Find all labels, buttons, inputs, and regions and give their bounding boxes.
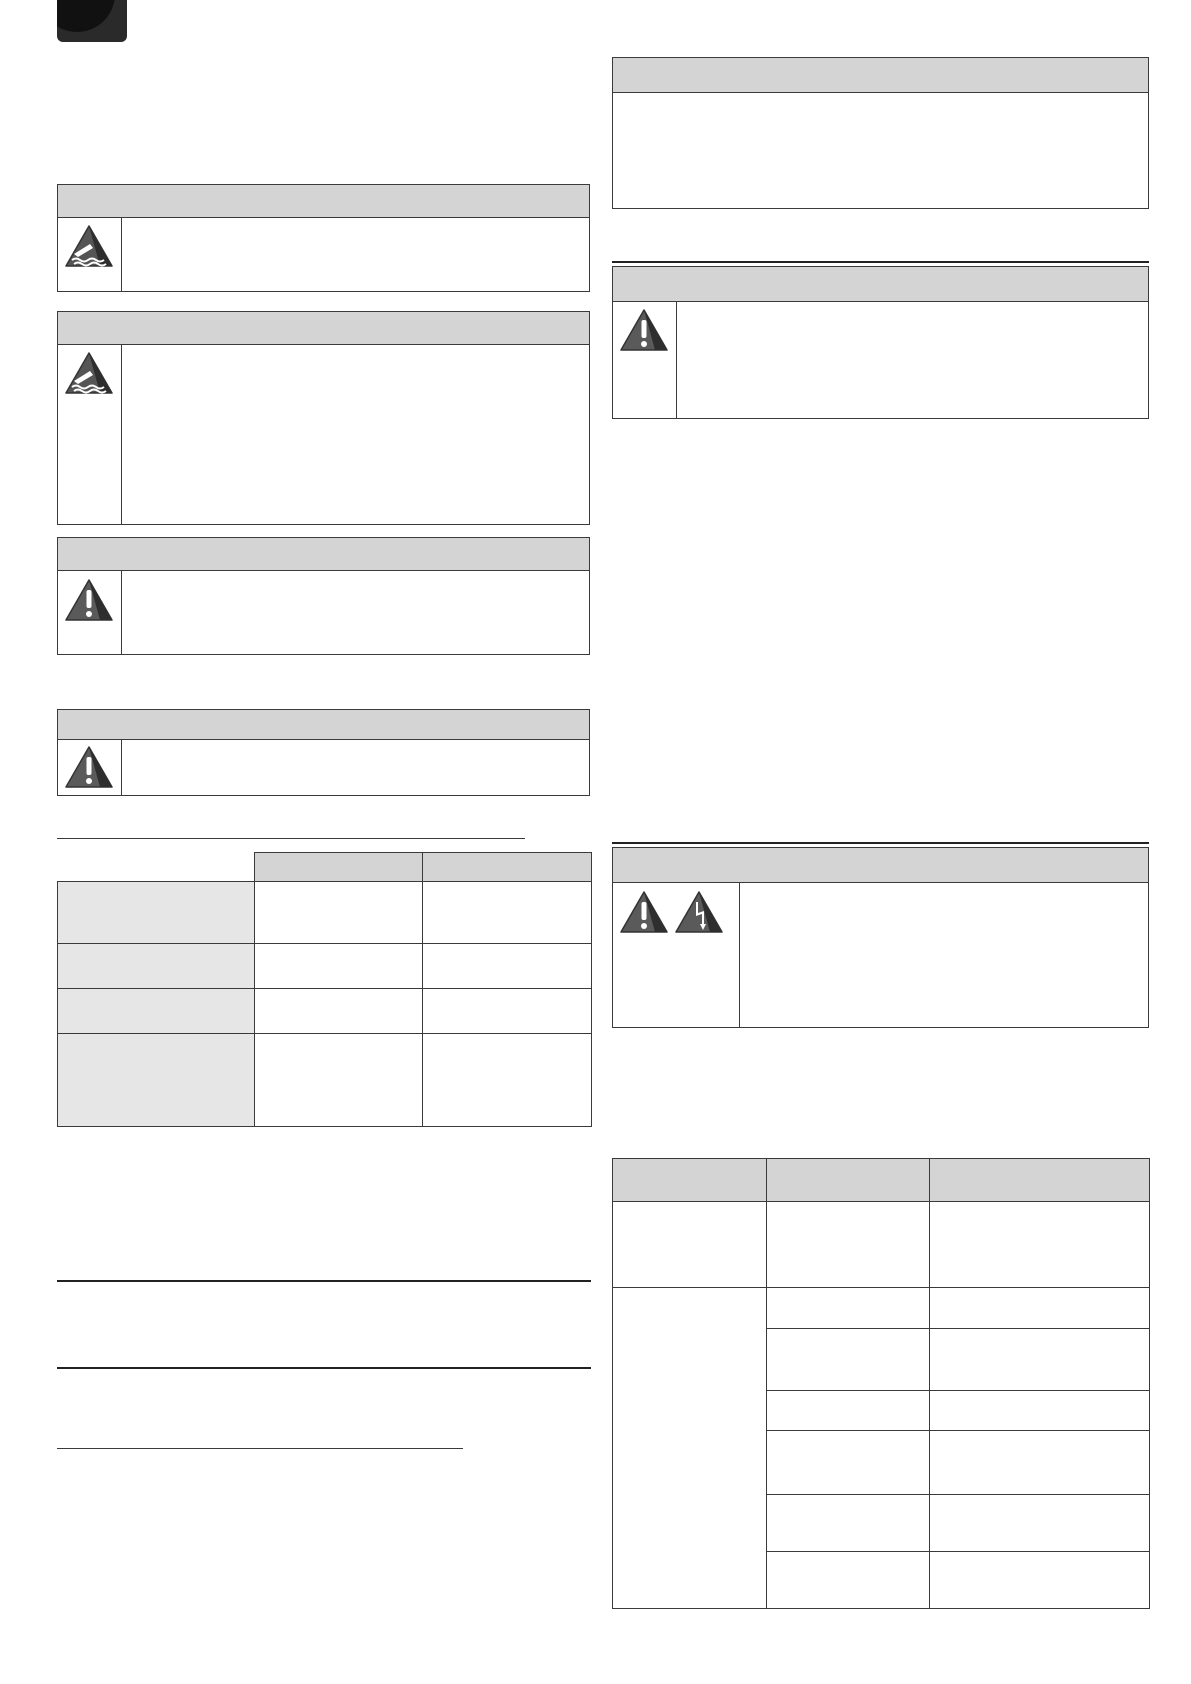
warning-box-header bbox=[58, 710, 589, 740]
table-row bbox=[58, 1034, 592, 1127]
section-divider bbox=[612, 261, 1149, 263]
warning-exclamation-icon bbox=[64, 745, 114, 789]
trouble-cell bbox=[767, 1329, 930, 1391]
water-warning-box-1 bbox=[57, 184, 590, 292]
warning-box-header bbox=[613, 848, 1148, 883]
trouble-cell bbox=[930, 1202, 1150, 1288]
troubleshooting-table bbox=[612, 1158, 1150, 1609]
trouble-table-header-cell bbox=[613, 1159, 767, 1202]
table-row bbox=[58, 944, 592, 989]
spec-row-label bbox=[58, 944, 255, 989]
spec-row-label bbox=[58, 1034, 255, 1127]
table-row bbox=[58, 882, 592, 944]
trouble-cell bbox=[930, 1329, 1150, 1391]
trouble-table-header-cell bbox=[930, 1159, 1150, 1202]
warning-icon-column bbox=[58, 740, 122, 795]
note-box-header bbox=[613, 58, 1148, 93]
warning-exclamation-icon bbox=[619, 890, 669, 934]
electrical-warning-box bbox=[612, 847, 1149, 1028]
spec-cell bbox=[423, 944, 592, 989]
section-divider bbox=[612, 842, 1149, 844]
section-divider bbox=[57, 838, 525, 839]
table-row bbox=[613, 1288, 1150, 1329]
warning-icon-column bbox=[58, 218, 122, 291]
trouble-table-header-row bbox=[613, 1159, 1150, 1202]
water-hazard-icon bbox=[64, 351, 114, 395]
trouble-cell bbox=[930, 1495, 1150, 1552]
trouble-cell bbox=[767, 1202, 930, 1288]
spec-table-header-cell bbox=[423, 853, 592, 882]
spec-cell bbox=[423, 989, 592, 1034]
table-row bbox=[58, 989, 592, 1034]
caution-box-2 bbox=[57, 709, 590, 796]
trouble-cell bbox=[930, 1552, 1150, 1609]
electric-shock-icon bbox=[674, 890, 724, 934]
spec-table-header-row bbox=[58, 853, 592, 882]
warning-icon-column bbox=[58, 571, 122, 654]
trouble-table-header-cell bbox=[767, 1159, 930, 1202]
water-warning-box-2 bbox=[57, 311, 590, 525]
spec-table-header-cell bbox=[255, 853, 423, 882]
spec-row-label bbox=[58, 989, 255, 1034]
warning-icon-column bbox=[613, 302, 677, 418]
spec-cell bbox=[255, 989, 423, 1034]
trouble-cell bbox=[767, 1495, 930, 1552]
corner-tab-graphic bbox=[57, 0, 127, 42]
trouble-cell bbox=[930, 1288, 1150, 1329]
warning-icon-column bbox=[613, 883, 740, 1027]
spec-table bbox=[57, 852, 592, 1127]
spec-cell bbox=[255, 882, 423, 944]
warning-icon-column bbox=[58, 345, 122, 524]
trouble-cell bbox=[767, 1391, 930, 1431]
caution-box-1 bbox=[57, 537, 590, 655]
spec-cell bbox=[255, 1034, 423, 1127]
spec-cell bbox=[423, 882, 592, 944]
warning-exclamation-icon bbox=[64, 578, 114, 622]
section-divider bbox=[57, 1448, 463, 1449]
spec-row-label bbox=[58, 882, 255, 944]
trouble-cell bbox=[767, 1431, 930, 1495]
trouble-cell bbox=[930, 1391, 1150, 1431]
warning-box-header bbox=[58, 312, 589, 345]
warning-box-header bbox=[613, 267, 1148, 302]
warning-box-header bbox=[58, 185, 589, 218]
trouble-cell bbox=[767, 1288, 930, 1329]
trouble-cell bbox=[613, 1202, 767, 1288]
water-hazard-icon bbox=[64, 224, 114, 268]
page-corner-tab bbox=[57, 0, 127, 42]
section-divider bbox=[57, 1367, 591, 1369]
spec-cell bbox=[423, 1034, 592, 1127]
caution-box-3 bbox=[612, 266, 1149, 419]
warning-box-header bbox=[58, 538, 589, 571]
note-box bbox=[612, 57, 1149, 209]
trouble-cell bbox=[767, 1552, 930, 1609]
table-row bbox=[613, 1202, 1150, 1288]
trouble-cell bbox=[930, 1431, 1150, 1495]
warning-exclamation-icon bbox=[619, 308, 669, 352]
section-divider bbox=[57, 1280, 591, 1282]
spec-cell bbox=[255, 944, 423, 989]
trouble-cell bbox=[613, 1288, 767, 1609]
